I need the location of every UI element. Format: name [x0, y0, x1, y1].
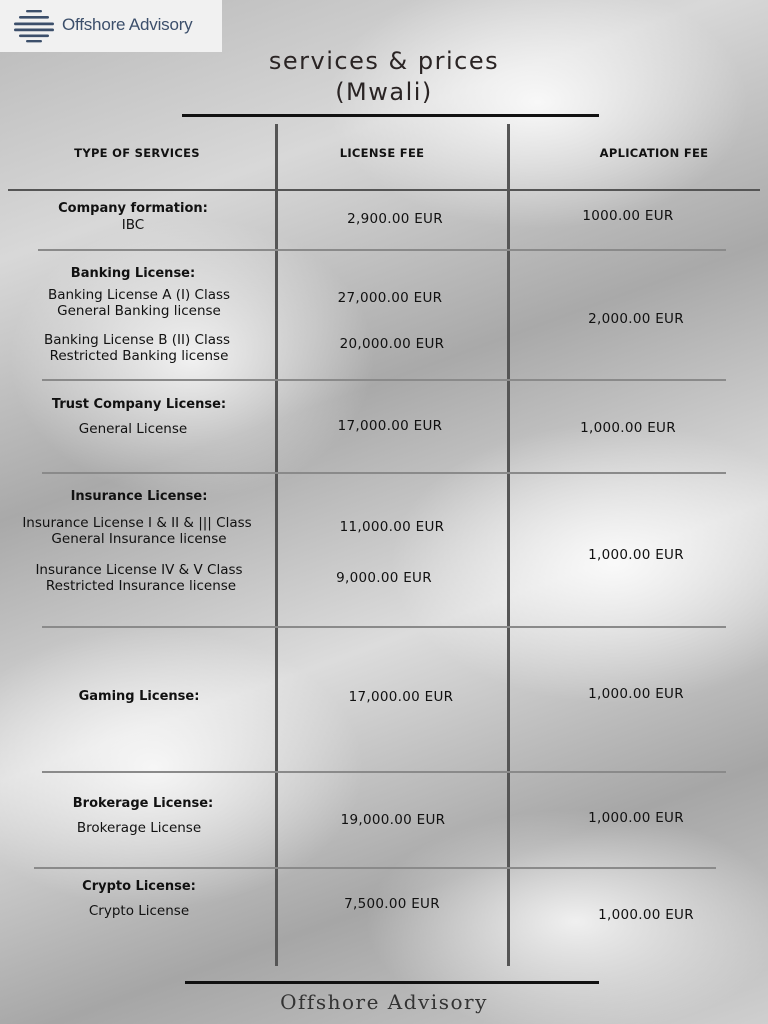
application-fee-crypto: 1,000.00 EUR — [598, 907, 694, 923]
row-divider — [42, 472, 726, 474]
license-fee-crypto: 7,500.00 EUR — [344, 896, 440, 912]
service-general-license: General License — [78, 421, 188, 437]
application-fee-insurance: 1,000.00 EUR — [588, 547, 684, 563]
service-insurance-b-desc: Restricted Insurance license — [45, 578, 237, 594]
page-subtitle: (Mwali) — [335, 78, 433, 106]
row-divider — [42, 379, 726, 381]
license-fee-banking-a: 27,000.00 EUR — [337, 290, 443, 306]
row-divider — [42, 771, 726, 773]
service-banking-a: Banking License A (I) Class — [47, 287, 231, 303]
license-fee-gaming: 17,000.00 EUR — [348, 689, 454, 705]
service-banking-b: Banking License B (II) Class — [43, 332, 231, 348]
logo — [0, 0, 222, 52]
page-title: services & prices — [268, 47, 500, 75]
service-insurance-b: Insurance License IV & V Class — [35, 562, 243, 578]
service-brokerage-license: Brokerage License — [76, 820, 202, 836]
application-fee-company: 1000.00 EUR — [582, 208, 674, 224]
license-fee-banking-b: 20,000.00 EUR — [339, 336, 445, 352]
service-insurance-a-desc: General Insurance license — [51, 531, 227, 547]
service-insurance-a: Insurance License I & II & ||| Class — [22, 515, 252, 531]
license-fee-insurance-b: 9,000.00 EUR — [336, 570, 432, 586]
header-license-fee: LICENSE FEE — [339, 146, 425, 160]
title-underline — [182, 114, 599, 117]
application-fee-trust: 1,000.00 EUR — [580, 420, 676, 436]
category-trust-company-license: Trust Company License: — [51, 397, 227, 412]
brand-name: Offshore Advisory — [62, 15, 193, 34]
license-fee-trust: 17,000.00 EUR — [337, 418, 443, 434]
service-crypto-license: Crypto License — [88, 903, 190, 919]
category-gaming-license: Gaming License: — [78, 689, 200, 704]
license-fee-company: 2,900.00 EUR — [347, 211, 443, 227]
application-fee-gaming: 1,000.00 EUR — [588, 686, 684, 702]
category-banking-license: Banking License: — [70, 266, 196, 281]
category-insurance-license: Insurance License: — [70, 489, 208, 504]
row-divider — [38, 249, 726, 251]
row-divider — [34, 867, 716, 869]
license-fee-brokerage: 19,000.00 EUR — [340, 812, 446, 828]
footer-rule — [185, 981, 599, 984]
header-application-fee: APLICATION FEE — [599, 146, 709, 160]
service-banking-a-desc: General Banking license — [57, 303, 221, 319]
category-crypto-license: Crypto License: — [82, 879, 196, 894]
application-fee-brokerage: 1,000.00 EUR — [588, 810, 684, 826]
category-brokerage-license: Brokerage License: — [72, 796, 214, 811]
service-banking-b-desc: Restricted Banking license — [49, 348, 229, 364]
header-type-of-services: TYPE OF SERVICES — [74, 146, 200, 160]
header-divider — [8, 189, 760, 191]
globe-lines-icon — [12, 9, 56, 43]
row-divider — [42, 626, 726, 628]
license-fee-insurance-a: 11,000.00 EUR — [339, 519, 445, 535]
footer-brand: Offshore Advisory — [280, 990, 488, 1014]
service-ibc: IBC — [121, 217, 145, 233]
application-fee-banking: 2,000.00 EUR — [588, 311, 684, 327]
category-company-formation: Company formation: — [58, 201, 208, 216]
